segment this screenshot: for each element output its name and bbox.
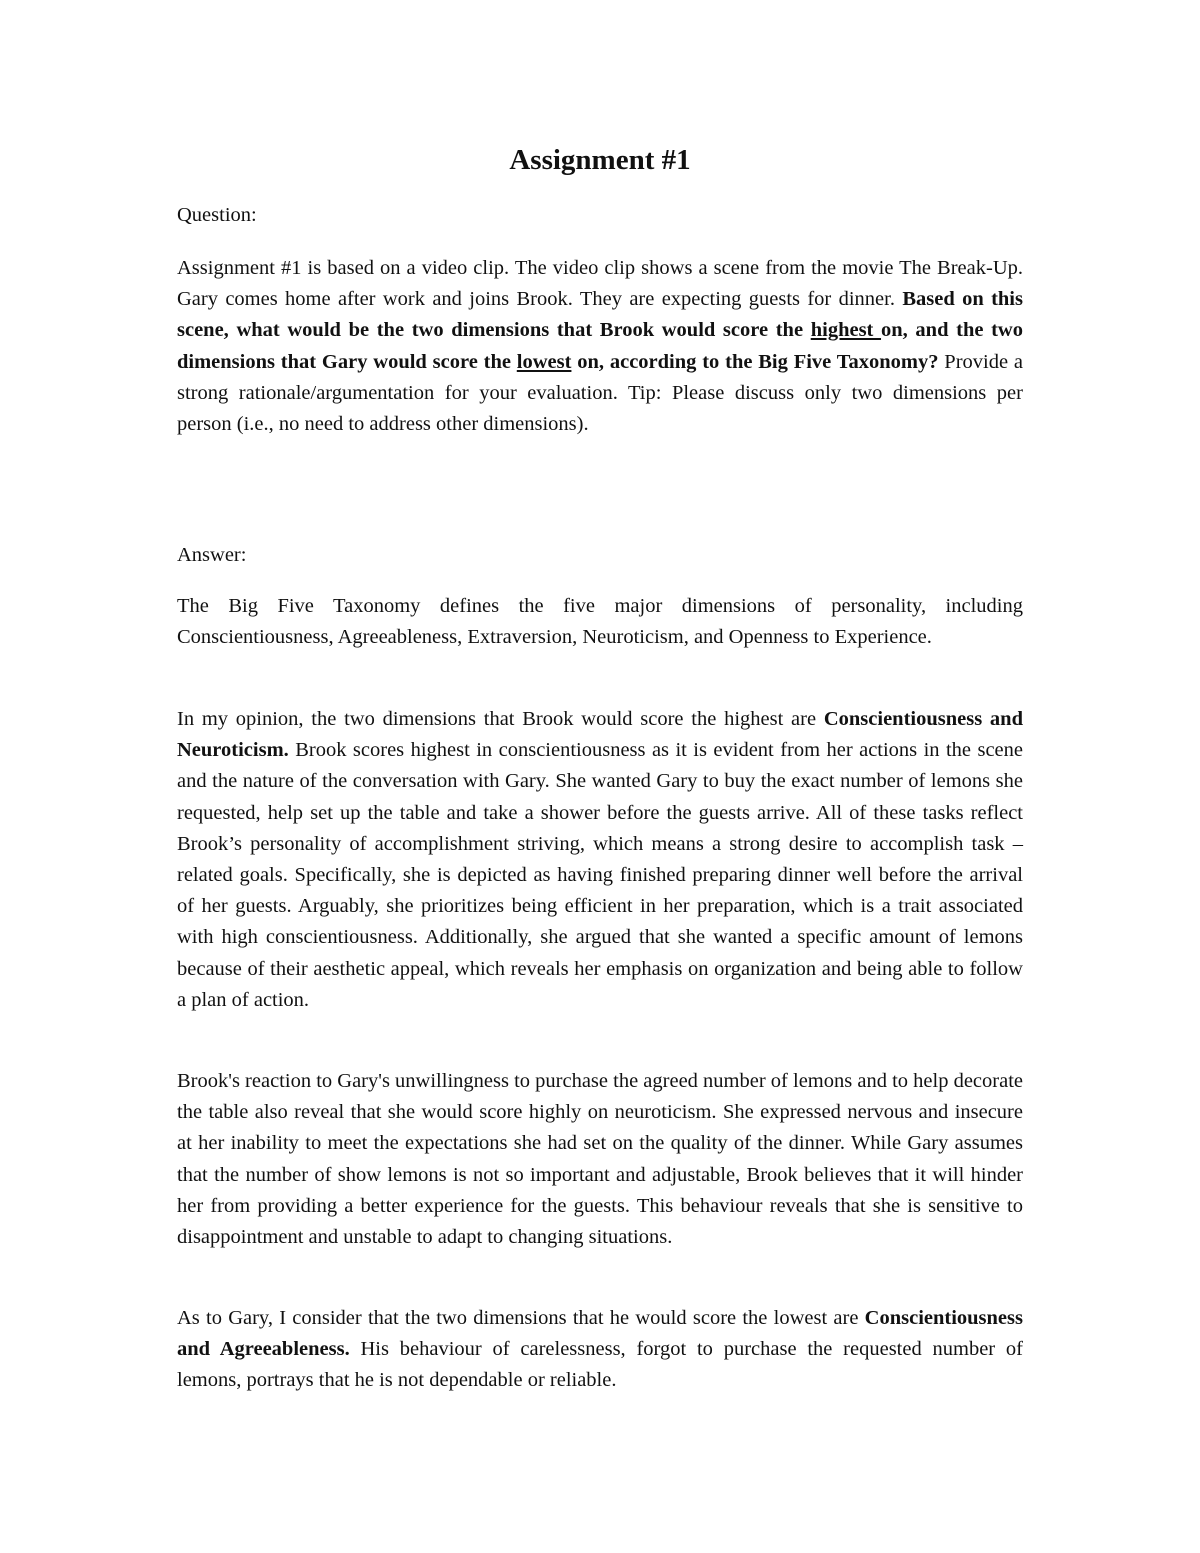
page-title: Assignment #1 [509,144,691,176]
answer-p4-bold: Conscientiousness and Agreeableness. [177,1307,1023,1361]
answer-paragraph-1: The Big Five Taxonomy defines the five major dimensions of personality, including Conscientiousness, Agreeableness, Extraversion, Neuroticism, and Openness to Experience. [177,595,1023,649]
answer-p4-intro: As to Gary, I consider that the two dimensions that he would score the lowest are [177,1307,865,1329]
question-paragraph [177,253,1023,440]
question-bold-3: on, according to the Big Five Taxonomy? [571,350,939,373]
highest-emphasis: highest [810,319,882,342]
answer-p2-bold: Conscientiousness and Neuroticism. [177,708,1023,762]
question-bold-1: Based on this scene, what would be the two dimensions that Brook would score the [177,288,1023,342]
answer-paragraph-2 [177,704,1023,1016]
answer-p2-intro: In my opinion, the two dimensions that Brook would score the highest are [177,708,824,730]
question-tail: Provide a strong rationale/argumentation for your evaluation. Tip: Please discuss only two dimensions per person (i.e., no need to address other dimensions). [177,350,1023,436]
answer-p4-rest: His behaviour of carelessness, forgot to purchase the requested number of lemons, portrays that he is not dependable or reliable. [177,1338,1023,1392]
question-label: Question: [177,204,257,226]
answer-paragraph-3: Brook's reaction to Gary's unwillingness to purchase the agreed number of lemons and to help decorate the table also reveal that she would score highly on neuroticism. She expressed nervous and insecure at her inability to meet the expectations she had set on the quality of the dinner. While Gary assumes that the number of show lemons is not so important and adjustable, Brook believes that it will hinder her from providing a better experience for the guests. This behaviour reveals that she is sensitive to disappointment and unstable to adapt to changing situations. [177,1070,1023,1249]
question-bold-2: on, and the two dimensions that Gary would score the [177,319,1023,373]
answer-paragraph-4 [177,1303,1023,1397]
answer-p2-rest: Brook scores highest in conscientiousness as it is evident from her actions in the scene and the nature of the conversation with Gary. She wanted Gary to buy the exact number of lemons she requested, help set up the table and take a shower before the guests arrive. All of these tasks reflect Brook’s personality of accomplishment striving, which means a strong desire to accomplish task –related goals. Specifically, she is depicted as having finished preparing dinner well before the arrival of her guests. Arguably, she prioritizes being efficient in her preparation, which is a trait associated with high conscientiousness. Additionally, she argued that she wanted a specific amount of lemons because of their aesthetic appeal, which reveals her emphasis on organization and being able to follow a plan of action. [177,739,1023,1011]
question-intro: Assignment #1 is based on a video clip. The video clip shows a scene from the movie The Break-Up. Gary comes home after work and joins Brook. They are expecting guests for dinner. [177,257,1023,311]
lowest-emphasis: lowest [516,350,572,373]
answer-label: Answer: [177,544,247,566]
